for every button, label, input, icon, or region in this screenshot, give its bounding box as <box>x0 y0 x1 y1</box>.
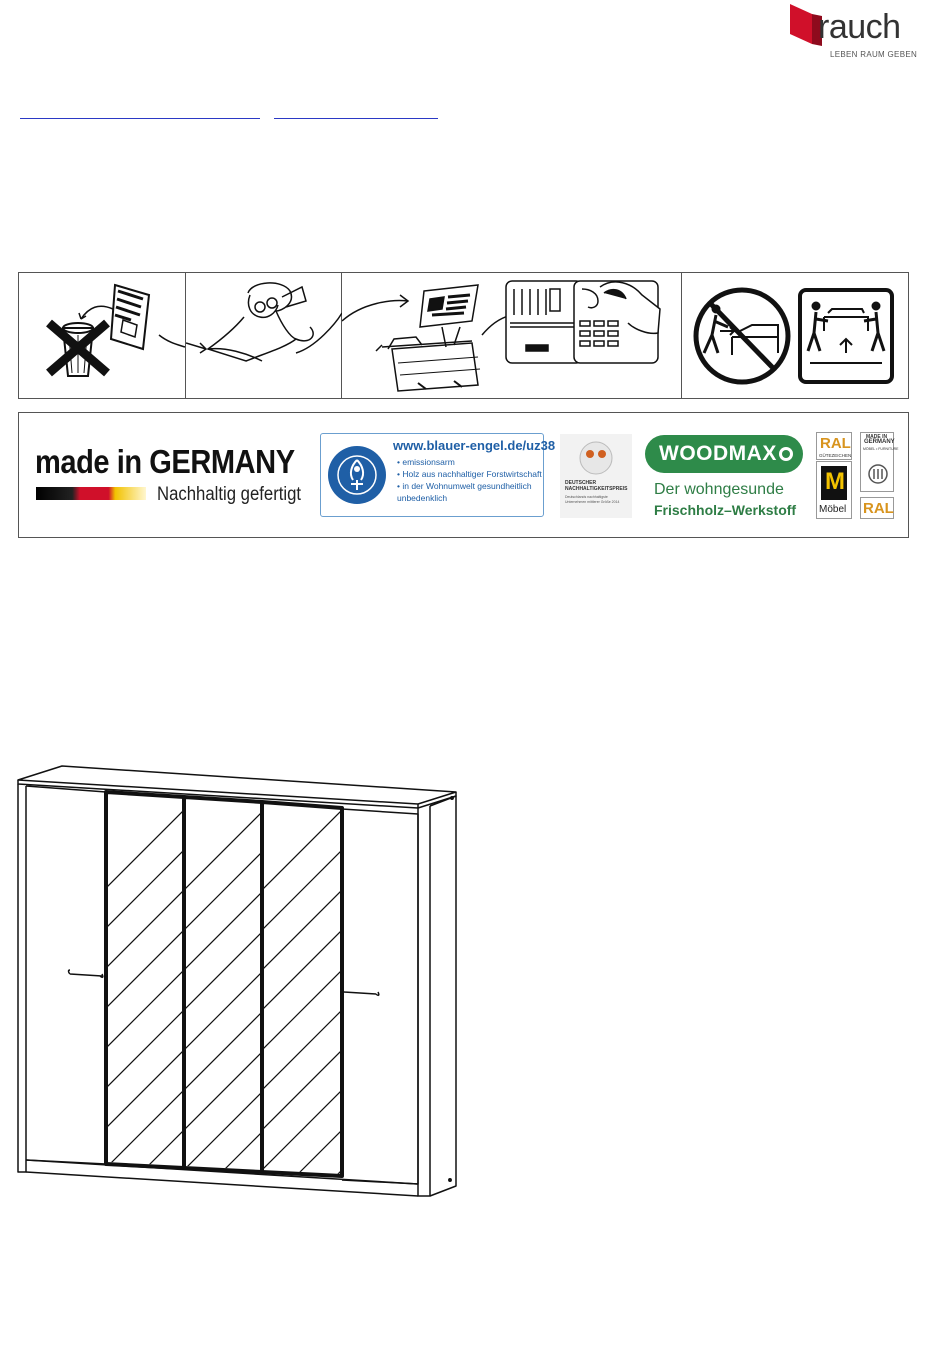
door-handle-left <box>69 970 103 977</box>
no-dragging-icon <box>682 273 908 398</box>
wardrobe-top <box>18 766 456 804</box>
wardrobe-door-right <box>342 809 418 1184</box>
ral-caption: GÜTEZEICHEN <box>819 453 852 458</box>
link-underline-2[interactable] <box>274 118 438 119</box>
award-title: DEUTSCHER NACHHALTIGKEITSPREIS <box>565 480 628 492</box>
woodmax-name: WOODMAX <box>659 442 777 465</box>
mig-ral-caption: MÖBEL • FURNITURE <box>863 447 899 451</box>
woodmax-line1: Der wohngesunde <box>654 481 784 498</box>
wardrobe-mirror-door-3 <box>262 802 342 1176</box>
door-handle-right <box>343 988 379 995</box>
dont-discard-pictogram <box>19 273 186 398</box>
ral-mark-caption: Möbel <box>819 504 847 515</box>
mig-ral-title1: MADE IN <box>866 434 888 440</box>
certificates-panel <box>18 412 909 538</box>
read-instructions-pictogram <box>186 273 342 398</box>
woodmax-line2: Frischholz–Werkstoff <box>654 502 797 518</box>
mig-ral-title2: GERMANY <box>864 439 895 445</box>
brand-tagline: LEBEN RAUM GEBEN <box>830 50 918 59</box>
quality-seal-icon <box>868 463 888 485</box>
list-item: • Holz aus nachhaltiger Forstwirtschaft <box>397 468 542 480</box>
list-item: • in der Wohnumwelt gesundheitlich unbedenklich <box>397 480 537 504</box>
award-medal-icon <box>574 438 618 478</box>
ral-label: RAL <box>820 435 851 452</box>
made-in-germany-subtitle: Nachhaltig gefertigt <box>157 484 302 505</box>
brand-logo <box>788 2 918 62</box>
award-subtitle: Deutschlands nachhaltigste Unternehmen mittlerer Größe 2014 <box>565 495 620 504</box>
wardrobe-right-side <box>418 806 430 1196</box>
lift-properly-icon <box>800 290 892 382</box>
blauer-engel-url[interactable]: www.blauer-engel.de/uz38 <box>393 438 556 453</box>
file-folder-icon <box>342 273 682 398</box>
woodmax-dot-icon <box>779 447 793 461</box>
reading-person-icon <box>186 273 342 398</box>
ral-mark: M <box>825 468 845 495</box>
blauer-engel-points <box>397 456 542 504</box>
brand-name: rauch <box>818 8 901 46</box>
blauer-engel-badge <box>320 433 556 517</box>
german-flag-bar-icon <box>36 487 146 500</box>
wardrobe-illustration <box>14 760 464 1200</box>
mig-ral-label: RAL <box>863 500 894 517</box>
trash-crossed-icon <box>19 273 186 398</box>
link-underline-1[interactable] <box>20 118 260 119</box>
blauer-engel-seal-icon <box>327 440 387 510</box>
list-item: • emissionsarm <box>397 456 542 468</box>
lifting-pictogram <box>682 273 908 398</box>
instruction-pictograms <box>18 272 909 399</box>
made-in-germany-title: made in GERMANY <box>35 443 295 480</box>
nachhaltigkeitspreis-badge <box>560 434 632 518</box>
keep-documents-pictogram <box>342 273 682 398</box>
